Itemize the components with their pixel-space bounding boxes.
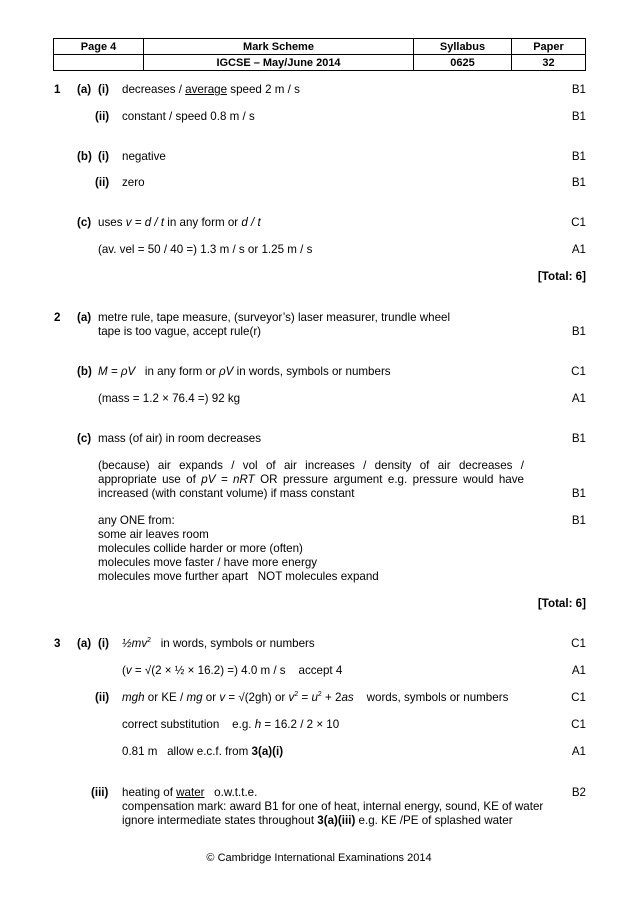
mark: B1	[571, 83, 586, 96]
mark: B1	[571, 325, 586, 338]
question-number: 3	[54, 637, 61, 650]
part-label: (c)	[77, 216, 92, 229]
total-marks: [Total: 6]	[537, 270, 586, 283]
mark: B2	[571, 786, 586, 799]
mark: A1	[571, 243, 586, 256]
mark: B1	[571, 176, 586, 189]
answer-line: molecules move faster / have more energy	[98, 556, 318, 569]
subpart-label: (ii)	[95, 691, 110, 704]
answer-line: zero	[122, 176, 145, 189]
mark: B1	[571, 514, 586, 527]
part-label: (c)	[77, 432, 92, 445]
part-label: (b)	[77, 150, 92, 163]
answer-line: heating of water o.w.t.t.e.	[122, 786, 258, 799]
answer-line: metre rule, tape measure, (surveyor’s) laser measurer, trundle wheel	[98, 311, 451, 324]
answer-line: constant / speed 0.8 m / s	[122, 110, 255, 123]
exam-session: IGCSE – May/June 2014	[144, 55, 414, 71]
answer-line: tape is too vague, accept rule(r)	[98, 325, 262, 338]
subpart-label: (i)	[98, 150, 109, 163]
answer-line: (because) air expands / vol of air increases / density of air decreases /	[98, 459, 524, 472]
answer-line: uses v = d / t in any form or d / t	[98, 216, 261, 229]
answer-line: $\frac{1}{2}mv^2$ in words, symbols or numbers	[122, 637, 315, 650]
mark: B1	[571, 487, 586, 500]
header-table	[53, 38, 586, 71]
answer-line: (mass = 1.2 × 76.4 =) 92 kg	[98, 392, 241, 405]
answer-line: increased (with constant volume) if mass constant	[98, 487, 355, 500]
answer-line: mgh or KE / mg or v = √(2gh) or $v^2 = u^2 + 2as$ words, symbols or numbers	[122, 691, 509, 704]
subpart-label: (ii)	[95, 110, 110, 123]
answer-line: any ONE from:	[98, 514, 175, 527]
question-number: 2	[54, 311, 61, 324]
syllabus-label: Syllabus	[414, 39, 512, 55]
mark: C1	[571, 216, 586, 229]
part-label: (a)	[77, 83, 92, 96]
paper-number: 32	[512, 55, 586, 71]
mark: C1	[571, 365, 586, 378]
answer-line: (av. vel = 50 / 40 =) 1.3 m / s or 1.25 m / s	[98, 243, 313, 256]
mark: A1	[571, 745, 586, 758]
part-label: (b)	[77, 365, 92, 378]
mark: A1	[571, 392, 586, 405]
answer-line: correct substitution e.g. h = 16.2 / 2 × 10	[122, 718, 340, 731]
mark: C1	[571, 718, 586, 731]
mark: C1	[571, 637, 586, 650]
total-marks: [Total: 6]	[537, 597, 586, 610]
subpart-label: (i)	[98, 637, 109, 650]
answer-line: 0.81 m allow e.c.f. from 3(a)(i)	[122, 745, 284, 758]
answer-line: compensation mark: award B1 for one of heat, internal energy, sound, KE of water	[122, 800, 544, 813]
mark: B1	[571, 110, 586, 123]
blank-cell	[54, 55, 144, 71]
answer-line: ignore intermediate states throughout 3(a)(iii) e.g. KE /PE of splashed water	[122, 814, 513, 827]
mark: B1	[571, 150, 586, 163]
answer-line: molecules move further apart NOT molecules expand	[98, 570, 379, 583]
mark: C1	[571, 691, 586, 704]
question-number: 1	[54, 83, 61, 96]
paper-label: Paper	[512, 39, 586, 55]
page-number: Page 4	[54, 39, 144, 55]
answer-line: decreases / average speed 2 m / s	[122, 83, 300, 96]
doc-title: Mark Scheme	[144, 39, 414, 55]
answer-line: some air leaves room	[98, 528, 209, 541]
syllabus-code: 0625	[414, 55, 512, 71]
copyright-footer: © Cambridge International Examinations 2014	[206, 852, 432, 864]
answer-line: (v = √(2 × ½ × 16.2) =) 4.0 m / s accept 4	[122, 664, 343, 677]
subpart-label: (i)	[98, 83, 109, 96]
answer-line: appropriate use of pV = nRT OR pressure argument e.g. pressure would have	[98, 473, 525, 486]
answer-line: molecules collide harder or more (often)	[98, 542, 303, 555]
part-label: (a)	[77, 637, 92, 650]
answer-line: negative	[122, 150, 166, 163]
subpart-label: (iii)	[91, 786, 109, 799]
answer-line: mass (of air) in room decreases	[98, 432, 262, 445]
mark: B1	[571, 432, 586, 445]
part-label: (a)	[77, 311, 92, 324]
answer-line: M = ρV in any form or ρV in words, symbols or numbers	[98, 365, 391, 378]
mark: A1	[571, 664, 586, 677]
subpart-label: (ii)	[95, 176, 110, 189]
